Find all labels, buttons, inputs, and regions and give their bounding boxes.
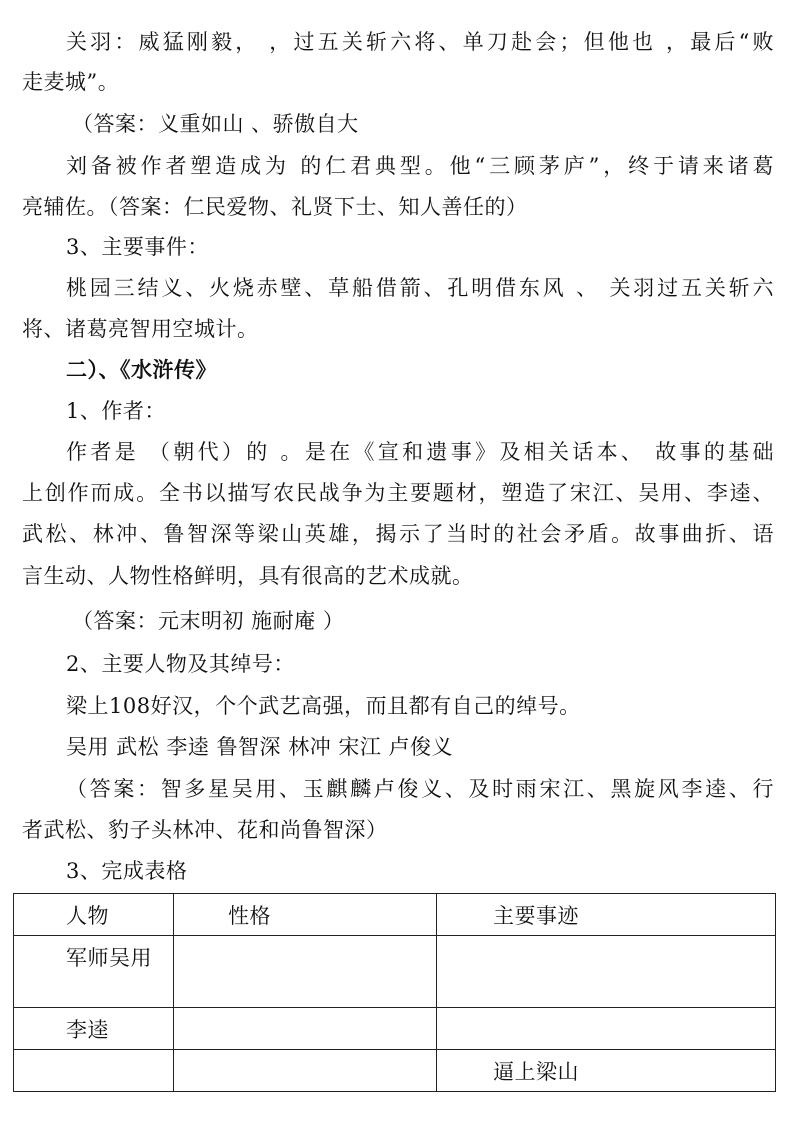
table-cell [174, 936, 437, 1008]
table-row [14, 936, 776, 1008]
table-header-cell: 主要事迹 [437, 894, 776, 936]
answer-author: （答案：元末明初 施耐庵 ） [72, 609, 345, 633]
answer-nicknames-line-2: 者武松、豹子头林冲、花和尚鲁智深） [22, 818, 388, 842]
author-heading: 1、作者： [66, 399, 166, 423]
table-cell: 军师吴用 [14, 936, 174, 1008]
table-cell [437, 1008, 776, 1050]
table-cell [437, 936, 776, 1008]
answer-guanyu: （答案：义重如山 、骄傲自大 [72, 112, 359, 136]
table-header-row [14, 894, 776, 936]
nickname-heading: 2、主要人物及其绰号： [66, 652, 295, 676]
character-names: 吴用 武松 李逵 鲁智深 林冲 宋江 卢俊义 [66, 735, 454, 759]
table-row [14, 1008, 776, 1050]
guanyu-line-2: 走麦城”。 [22, 70, 120, 94]
author-para-line-3: 武松、林冲、鲁智深等梁山英雄，揭示了当时的社会矛盾。故事曲折、语 [22, 522, 774, 546]
events-line-1: 桃园三结义、火烧赤壁、草船借箭、孔明借东风 、 关羽过五关斩六 [66, 276, 774, 300]
table-header-cell: 人物 [14, 894, 174, 936]
table-cell [174, 1050, 437, 1092]
table-heading: 3、完成表格 [66, 859, 188, 883]
table-cell: 李逵 [14, 1008, 174, 1050]
table-cell: 逼上梁山 [437, 1050, 776, 1092]
character-table [13, 893, 776, 1092]
table-cell [14, 1050, 174, 1092]
table-cell [174, 1008, 437, 1050]
events-line-2: 将、诸葛亮智用空城计。 [22, 317, 259, 341]
section-heading-shuihu: 二）、《水浒传》 [66, 357, 217, 382]
answer-nicknames-line-1: （答案：智多星吴用、玉麒麟卢俊义、及时雨宋江、黑旋风李逵、行 [66, 777, 774, 801]
author-para-line-1: 作者是 （朝代）的 。是在《宣和遗事》及相关话本、 故事的基础 [66, 440, 774, 464]
guanyu-line-1: 关羽：威猛刚毅， ，过五关斩六将、单刀赴会；但他也 ，最后“败 [66, 30, 774, 54]
author-para-line-2: 上创作而成。全书以描写农民战争为主要题材，塑造了宋江、吴用、李逵、 [22, 481, 774, 505]
liubei-line-2: 亮辅佐。（答案：仁民爱物、礼贤下士、知人善任的） [22, 195, 528, 219]
table-row [14, 1050, 776, 1092]
table-header-cell: 性格 [174, 894, 437, 936]
liubei-line-1: 刘备被作者塑造成为 的仁君典型。他“三顾茅庐”，终于请来诸葛 [66, 154, 774, 178]
events-heading: 3、主要事件： [66, 235, 209, 259]
nickname-intro: 梁上108好汉，个个武艺高强，而且都有自己的绰号。 [66, 694, 581, 718]
author-para-line-4: 言生动、人物性格鲜明，具有很高的艺术成就。 [22, 564, 474, 588]
